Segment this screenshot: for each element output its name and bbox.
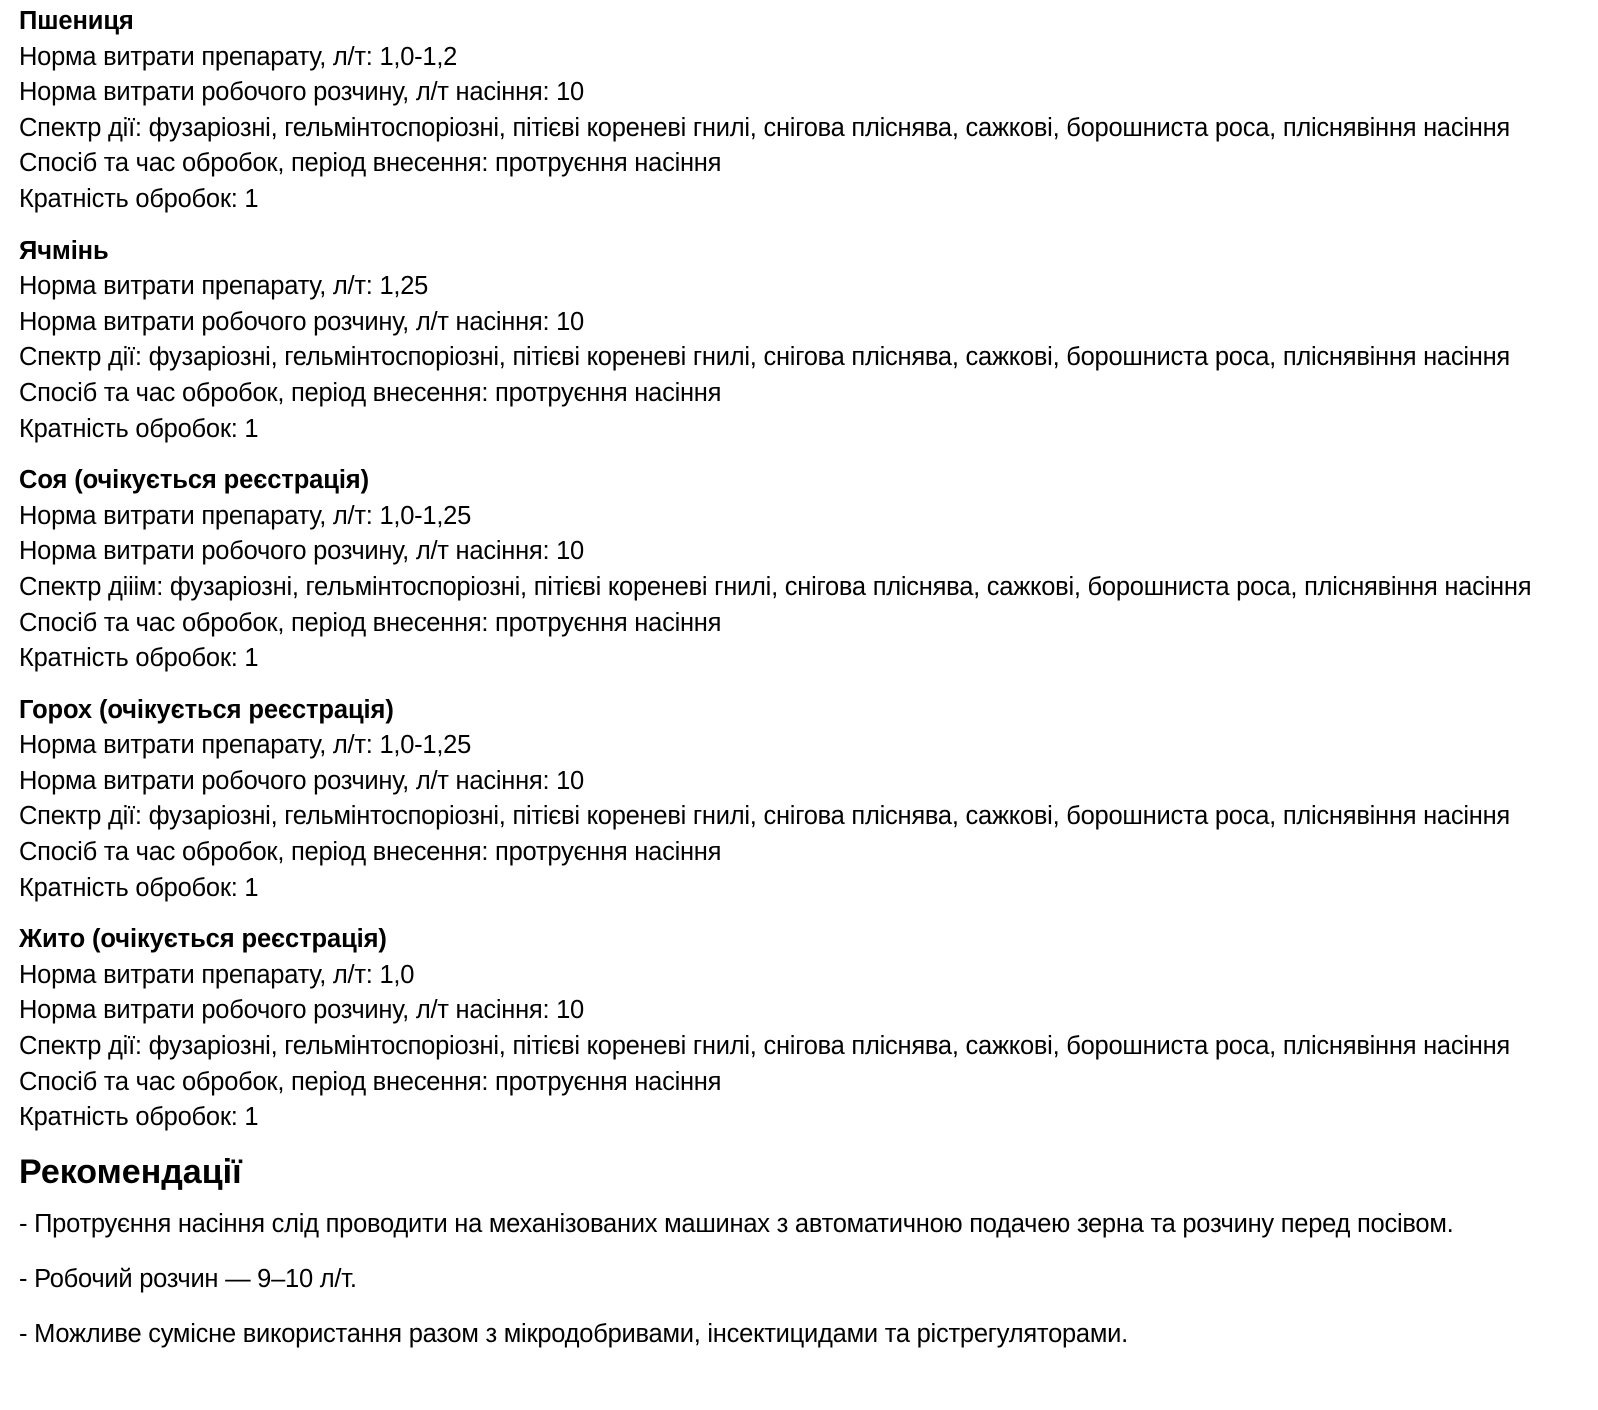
application-rate: Норма витрати препарату, л/т: 1,25 bbox=[19, 272, 429, 301]
recommendation-item: - Протруєння насіння слід проводити на механізованих машинах з автоматичною подачею зерна та розчину перед посівом. bbox=[19, 1209, 1454, 1238]
crop-section-barley bbox=[19, 234, 1598, 448]
working-solution-rate: Норма витрати робочого розчину, л/т насіння: 10 bbox=[19, 537, 584, 566]
action-spectrum: Спектр дії: фузаріозні, гельмінтоспоріозні, пітієві кореневі гнилі, снігова пліснява, сажкові, борошниста роса, пліснявіння насіння bbox=[19, 113, 1510, 142]
crop-section-soy bbox=[19, 463, 1598, 677]
application-rate: Норма витрати препарату, л/т: 1,0-1,25 bbox=[19, 501, 472, 530]
treatment-frequency: Кратність обробок: 1 bbox=[19, 644, 259, 673]
working-solution-rate: Норма витрати робочого розчину, л/т насіння: 10 bbox=[19, 307, 584, 336]
crop-title: Пшениця bbox=[19, 7, 134, 35]
recommendations-heading: Рекомендації bbox=[19, 1152, 242, 1191]
treatment-method: Спосіб та час обробок, період внесення: протруєння насіння bbox=[19, 1067, 722, 1096]
action-spectrum: Спектр дії: фузаріозні, гельмінтоспоріозні, пітієві кореневі гнилі, снігова пліснява, сажкові, борошниста роса, пліснявіння насіння bbox=[19, 343, 1510, 372]
crop-title: Соя (очікується реєстрація) bbox=[19, 466, 369, 495]
recommendations-section bbox=[19, 1152, 1598, 1350]
treatment-method: Спосіб та час обробок, період внесення: протруєння насіння bbox=[19, 378, 722, 407]
treatment-method: Спосіб та час обробок, період внесення: протруєння насіння bbox=[19, 838, 722, 867]
recommendation-item: - Робочий розчин — 9–10 л/т. bbox=[19, 1264, 357, 1293]
application-rate: Норма витрати препарату, л/т: 1,0-1,25 bbox=[19, 731, 472, 760]
application-rate: Норма витрати препарату, л/т: 1,0-1,2 bbox=[19, 42, 458, 71]
crop-section-wheat bbox=[19, 4, 1598, 218]
action-spectrum: Спектр дііім: фузаріозні, гельмінтоспоріозні, пітієві кореневі гнилі, снігова пліснява, сажкові, борошниста роса, пліснявіння насіння bbox=[19, 572, 1532, 601]
treatment-frequency: Кратність обробок: 1 bbox=[19, 873, 259, 902]
treatment-frequency: Кратність обробок: 1 bbox=[19, 1103, 259, 1132]
action-spectrum: Спектр дії: фузаріозні, гельмінтоспоріозні, пітієві кореневі гнилі, снігова пліснява, сажкові, борошниста роса, пліснявіння насіння bbox=[19, 802, 1510, 831]
crop-section-peas bbox=[19, 693, 1598, 907]
treatment-frequency: Кратність обробок: 1 bbox=[19, 184, 259, 213]
working-solution-rate: Норма витрати робочого розчину, л/т насіння: 10 bbox=[19, 766, 584, 795]
crop-section-rye bbox=[19, 922, 1598, 1136]
treatment-frequency: Кратність обробок: 1 bbox=[19, 414, 259, 443]
application-rate: Норма витрати препарату, л/т: 1,0 bbox=[19, 960, 415, 989]
treatment-method: Спосіб та час обробок, період внесення: протруєння насіння bbox=[19, 149, 722, 178]
treatment-method: Спосіб та час обробок, період внесення: протруєння насіння bbox=[19, 608, 722, 637]
crop-title: Ячмінь bbox=[19, 236, 109, 265]
recommendation-item: - Можливе сумісне використання разом з мікродобривами, інсектицидами та рістрегуляторами. bbox=[19, 1319, 1128, 1348]
crop-title: Жито (очікується реєстрація) bbox=[19, 925, 387, 954]
working-solution-rate: Норма витрати робочого розчину, л/т насіння: 10 bbox=[19, 78, 584, 107]
working-solution-rate: Норма витрати робочого розчину, л/т насіння: 10 bbox=[19, 996, 584, 1025]
action-spectrum: Спектр дії: фузаріозні, гельмінтоспоріозні, пітієві кореневі гнилі, снігова пліснява, сажкові, борошниста роса, пліснявіння насіння bbox=[19, 1032, 1510, 1061]
crop-title: Горох (очікується реєстрація) bbox=[19, 695, 394, 724]
